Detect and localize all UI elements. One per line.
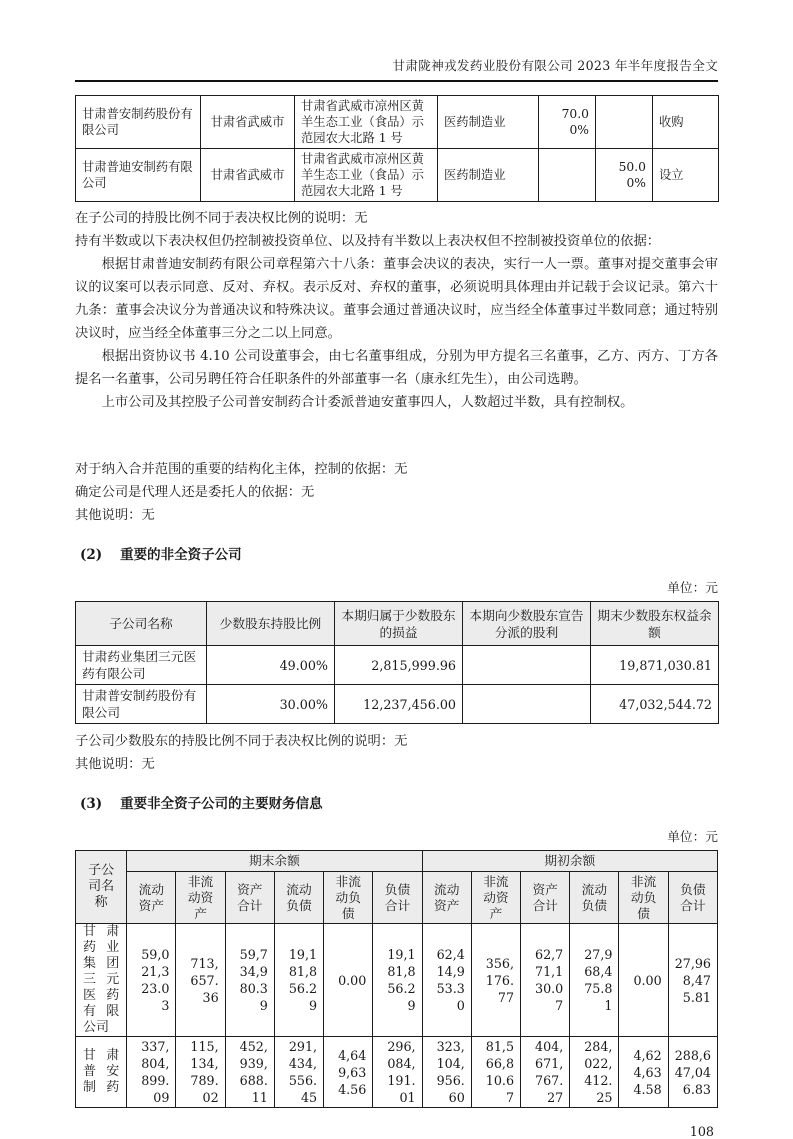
cell-end-total-assets: 59,734,980.39: [225, 924, 274, 1037]
section-heading-2: [75, 543, 718, 563]
cell-registered-place: 甘肃省武威市: [201, 149, 295, 202]
cell-end-current-assets: 59,021,323.03: [127, 924, 176, 1037]
subsidiary-financials-table: [75, 850, 718, 1108]
unit-label: 单位：元: [667, 829, 718, 844]
group-header-ending: 期末余额: [127, 851, 422, 872]
cell-direct-ratio: [539, 149, 596, 202]
notes-block: [75, 207, 718, 527]
cell-subsidiary-name: 甘肃普安制药股份有限公司: [76, 96, 201, 149]
cell-begin-current-liabilities: 27,968,475.81: [570, 924, 619, 1037]
cell-minority-profit: 2,815,999.96: [335, 646, 463, 685]
section-heading-3: [75, 792, 718, 812]
cell-begin-total-liabilities: 27,968,475.81: [668, 924, 717, 1037]
table-row: [76, 685, 719, 724]
cell-declared-dividend: [463, 646, 591, 685]
cell-acquire-method: 设立: [653, 149, 719, 202]
cell-indirect-ratio: [596, 96, 653, 149]
col-header: 流动资产: [127, 872, 176, 924]
cell-industry: 医药制造业: [438, 96, 539, 149]
cell-minority-profit: 12,237,456.00: [335, 685, 463, 724]
table-row: [76, 149, 719, 202]
cell-end-current-liabilities: 291,434,556.45: [274, 1037, 323, 1108]
cell-end-noncurrent-liabilities: 4,649,634.56: [324, 1037, 373, 1108]
cell-business-address: 甘肃省武威市凉州区黄羊生态工业（食品）示范园农大北路 1 号: [295, 96, 438, 149]
cell-begin-current-assets: 323,104,956.60: [422, 1037, 471, 1108]
cell-begin-noncurrent-liabilities: 4,624,634.58: [619, 1037, 668, 1108]
cell-subsidiary-name: 甘肃药业集团三元医药有限公司: [76, 646, 207, 685]
cell-begin-total-liabilities: 288,647,046.83: [668, 1037, 717, 1108]
cell-end-total-liabilities: 296,084,191.01: [373, 1037, 422, 1108]
cell-minority-equity: 19,871,030.81: [591, 646, 719, 685]
section-number: (2): [80, 547, 103, 563]
page-header: [75, 55, 718, 82]
cell-minority-equity: 47,032,544.72: [591, 685, 719, 724]
col-header-name: 子公司名称: [76, 851, 127, 924]
table-row: [76, 646, 719, 685]
note-line: 其他说明：无: [75, 757, 155, 772]
table-row: [76, 1037, 718, 1108]
note-paragraph: 上市公司及其控股子公司普安制药合计委派普迪安董事四人，人数超过半数，具有控制权。: [101, 395, 634, 410]
table-row: [76, 924, 718, 1037]
col-header: 期末少数股东权益余额: [591, 602, 719, 646]
table-row: [76, 96, 719, 149]
cell-end-current-assets: 337,804,899.09: [127, 1037, 176, 1108]
cell-registered-place: 甘肃省武威市: [201, 96, 295, 149]
cell-subsidiary-name: 甘肃药业集团三元医药有限公司: [76, 924, 127, 1037]
note-line: 在子公司的持股比例不同于表决权比例的说明：无: [75, 211, 368, 226]
cell-indirect-ratio: 50.00%: [596, 149, 653, 202]
cell-begin-total-assets: 404,671,767.27: [521, 1037, 570, 1108]
page-number: 108: [689, 1124, 714, 1139]
table-header-row: [76, 602, 719, 646]
col-header: 少数股东持股比例: [207, 602, 335, 646]
cell-begin-current-liabilities: 284,022,412.25: [570, 1037, 619, 1108]
cell-end-total-liabilities: 19,181,856.29: [373, 924, 422, 1037]
cell-industry: 医药制造业: [438, 149, 539, 202]
cell-begin-noncurrent-assets: 356,176.77: [471, 924, 520, 1037]
col-header: 非流动负债: [619, 872, 668, 924]
note-line: 确定公司是代理人还是委托人的依据：无: [75, 485, 315, 500]
cell-end-noncurrent-assets: 115,134,789.02: [176, 1037, 225, 1108]
cell-business-address: 甘肃省武威市凉州区黄羊生态工业（食品）示范园农大北路 1 号: [295, 149, 438, 202]
cell-end-noncurrent-assets: 713,657.36: [176, 924, 225, 1037]
col-header: 本期向少数股东宣告分派的股利: [463, 602, 591, 646]
col-header: 流动负债: [274, 872, 323, 924]
col-header: 资产合计: [521, 872, 570, 924]
note-line: 对于纳入合并范围的重要的结构化主体，控制的依据：无: [75, 462, 408, 477]
note-line: 子公司少数股东的持股比例不同于表决权比例的说明：无: [75, 734, 408, 749]
cell-end-current-liabilities: 19,181,856.29: [274, 924, 323, 1037]
cell-declared-dividend: [463, 685, 591, 724]
col-header: 负债合计: [668, 872, 717, 924]
note-paragraph: 根据出资协议书 4.10 公司设董事会，由七名董事组成，分别为甲方提名三名董事，乙方、丙方、丁方各提名一名董事，公司另聘任符合任职条件的外部董事一名（康永红先生），由公司选聘。: [75, 349, 718, 387]
subsidiary-overview-table: [75, 95, 719, 202]
section-title: 重要的非全资子公司: [120, 547, 242, 563]
col-header: 非流动负债: [324, 872, 373, 924]
cell-begin-noncurrent-liabilities: 0.00: [619, 924, 668, 1037]
table-subheader-row: [76, 872, 718, 924]
col-header: 子公司名称: [76, 602, 207, 646]
group-header-beginning: 期初余额: [422, 851, 717, 872]
table-group-header-row: [76, 851, 718, 872]
note-line: 持有半数或以下表决权但仍控制被投资单位、以及持有半数以上表决权但不控制被投资单位的依据：: [75, 234, 661, 249]
cell-begin-total-assets: 62,771,130.07: [521, 924, 570, 1037]
note-paragraph: 根据甘肃普迪安制药有限公司章程第六十八条：董事会决议的表决，实行一人一票。董事对提交董事会审议的议案可以表示同意、反对、弃权。表示反对、弃权的董事，必须说明具体理由并记载于会议记录。第六十九条：董事会决议分为普通决议和特殊决议。董事会通过普通决议时，应当经全体董事过半数同意；通过特别决议时，应当经全体董事三分之二以上同意。: [75, 257, 718, 341]
cell-minority-ratio: 49.00%: [207, 646, 335, 685]
col-header: 非流动资产: [471, 872, 520, 924]
non-wholly-owned-subsidiaries-table: [75, 601, 719, 724]
section-number: (3): [80, 796, 103, 812]
cell-end-noncurrent-liabilities: 0.00: [324, 924, 373, 1037]
cell-acquire-method: 收购: [653, 96, 719, 149]
col-header: 本期归属于少数股东的损益: [335, 602, 463, 646]
cell-minority-ratio: 30.00%: [207, 685, 335, 724]
cell-subsidiary-name: 甘肃普安制药股份有限公司: [76, 685, 207, 724]
col-header: 流动资产: [422, 872, 471, 924]
document-title: 甘肃陇神戎发药业股份有限公司 2023 年半年度报告全文: [392, 58, 718, 73]
cell-begin-current-assets: 62,414,953.30: [422, 924, 471, 1037]
unit-label: 单位：元: [667, 580, 718, 595]
col-header: 流动负债: [570, 872, 619, 924]
cell-begin-noncurrent-assets: 81,566,810.67: [471, 1037, 520, 1108]
col-header: 非流动资产: [176, 872, 225, 924]
col-header: 负债合计: [373, 872, 422, 924]
note-line: 其他说明：无: [75, 508, 155, 523]
cell-direct-ratio: 70.00%: [539, 96, 596, 149]
cell-end-total-assets: 452,939,688.11: [225, 1037, 274, 1108]
cell-subsidiary-name: 甘肃普安制药: [76, 1037, 127, 1108]
col-header: 资产合计: [225, 872, 274, 924]
section-title: 重要非全资子公司的主要财务信息: [120, 796, 323, 812]
cell-subsidiary-name: 甘肃普迪安制药有限公司: [76, 149, 201, 202]
